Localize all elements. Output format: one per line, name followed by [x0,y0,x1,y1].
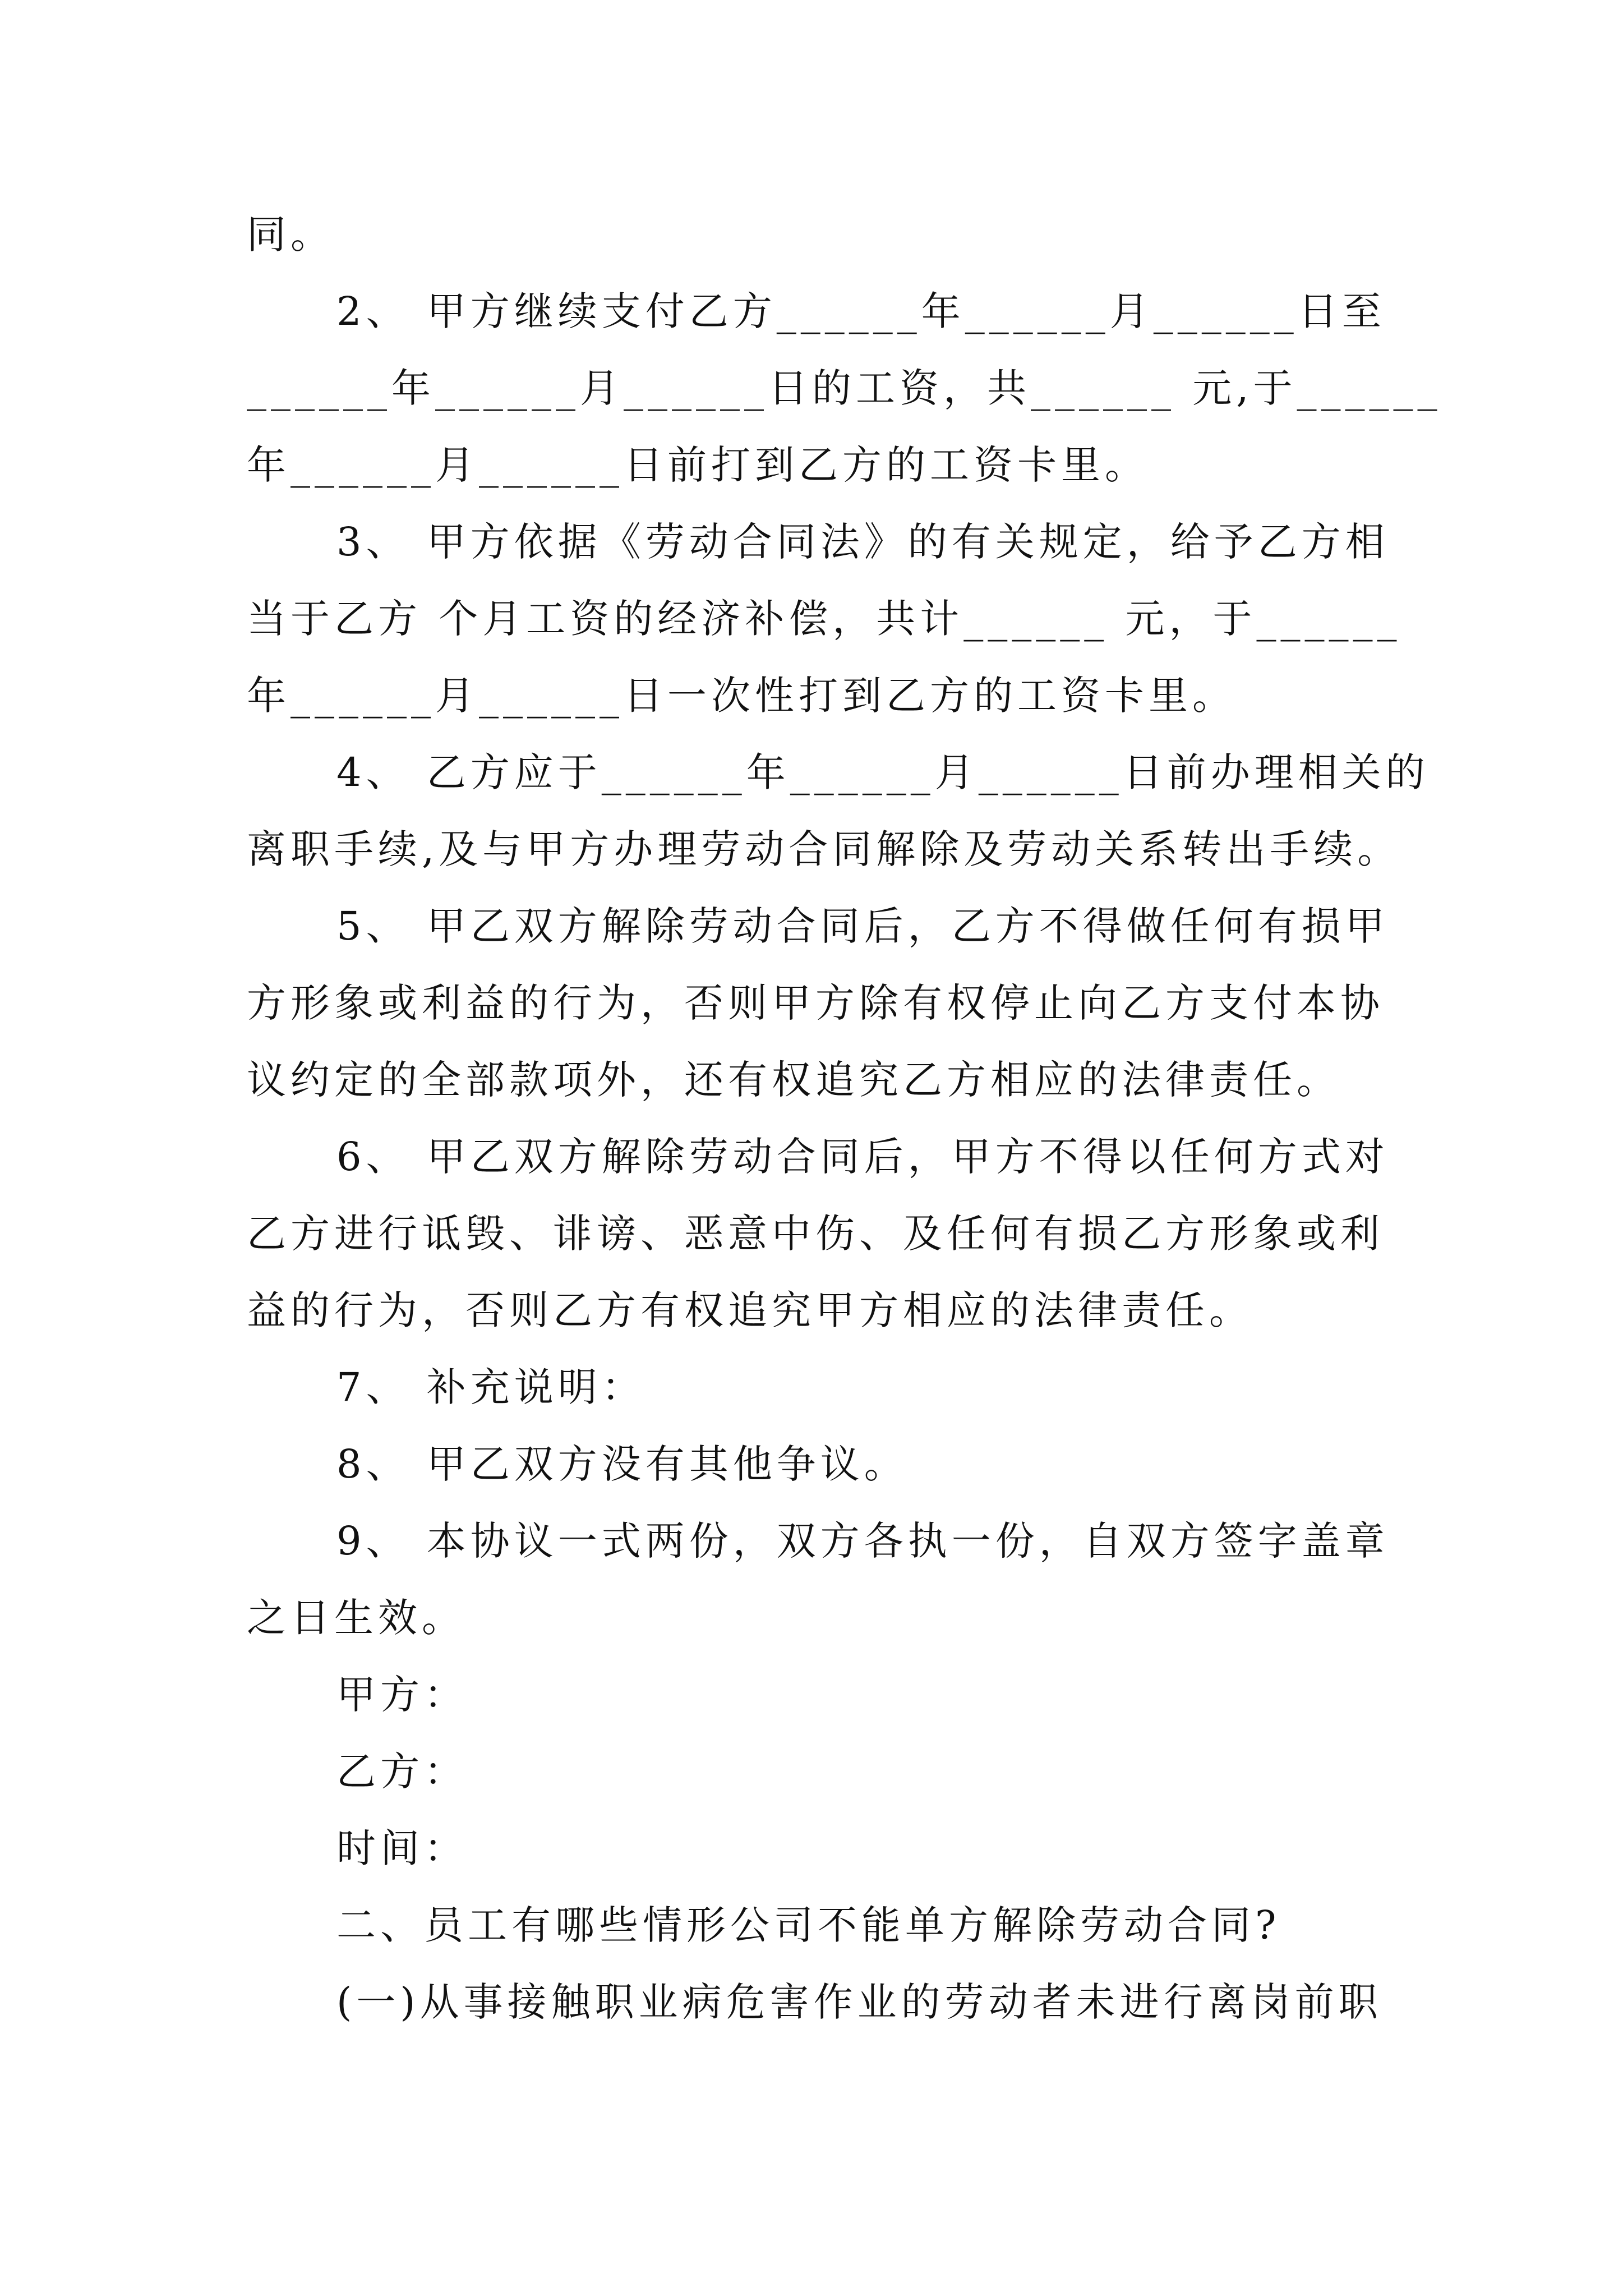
party-b-label: 乙方： [336,1749,468,1795]
section-heading: 二、员工有哪些情形公司不能单方解除劳动合同? [336,1902,1281,1948]
clause-7-line: 7、 补充说明： [336,1364,645,1410]
clause-6-line-1: 6、 甲乙双方解除劳动合同后，甲方不得以任何方式对 [336,1134,1389,1180]
clause-8-line: 8、 甲乙双方没有其他争议。 [336,1441,908,1487]
clause-4-line-1: 4、 乙方应于______年______月______日前办理相关的 [336,749,1430,795]
clause-2-line-2: ______年______月______日的工资，共______ 元,于______ [247,365,1442,411]
clause-4-line-2: 离职手续,及与甲方办理劳动合同解除及劳动关系转出手续。 [247,826,1401,872]
clause-9-line-2: 之日生效。 [247,1595,465,1641]
clause-3-line-3: 年______月______日一次性打到乙方的工资卡里。 [247,673,1236,719]
clause-5-line-1: 5、 甲乙双方解除劳动合同后，乙方不得做任何有损甲 [336,903,1389,949]
text-line: 同。 [247,211,334,257]
date-label: 时间： [336,1825,468,1871]
clause-3-line-2: 当于乙方 个月工资的经济补偿，共计______ 元，于______ [247,596,1401,642]
clause-5-line-2: 方形象或利益的行为，否则甲方除有权停止向乙方支付本协 [247,980,1384,1026]
clause-3-line-1: 3、 甲方依据《劳动合同法》的有关规定，给予乙方相 [336,519,1389,565]
clause-6-line-3: 益的行为，否则乙方有权追究甲方相应的法律责任。 [247,1287,1253,1333]
clause-6-line-2: 乙方进行诋毁、诽谤、恶意中伤、及任何有损乙方形象或利 [247,1211,1384,1257]
clause-2-line-3: 年______月______日前打到乙方的工资卡里。 [247,442,1149,488]
section-item-1: (一)从事接触职业病危害作业的劳动者未进行离岗前职 [336,1979,1382,2025]
clause-9-line-1: 9、 本协议一式两份，双方各执一份，自双方签字盖章 [336,1518,1389,1564]
document-body [247,196,1442,2041]
party-a-label: 甲方： [336,1672,468,1718]
clause-2-line-1: 2、 甲方继续支付乙方______年______月______日至 [336,288,1386,334]
clause-5-line-3: 议约定的全部款项外，还有权追究乙方相应的法律责任。 [247,1057,1340,1103]
